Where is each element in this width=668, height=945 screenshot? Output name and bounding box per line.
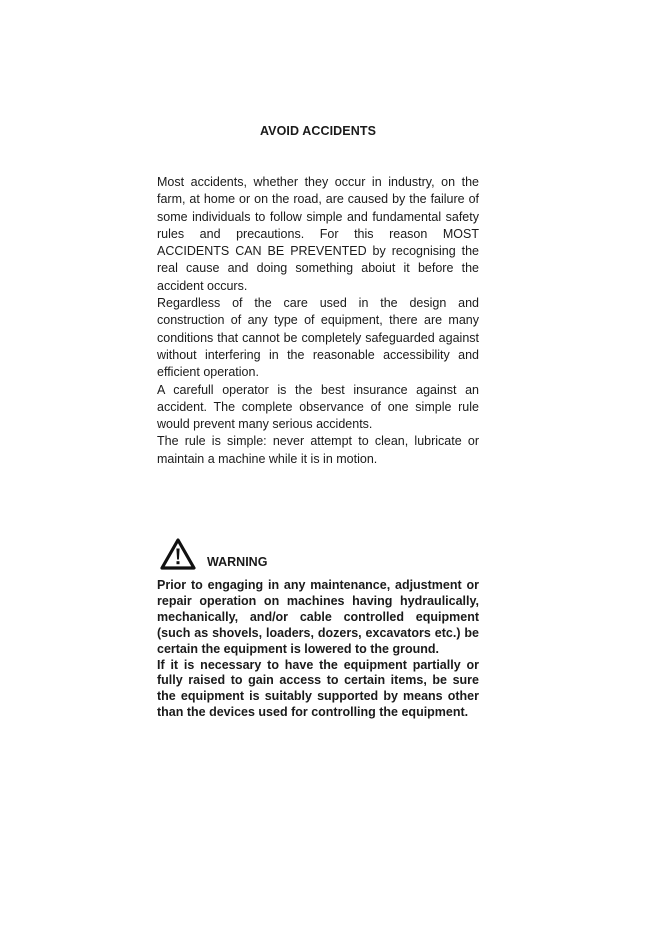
- paragraph: A carefull operator is the best insurance against an accident. The complete observance of one simple rule would prevent many serious accidents.: [157, 382, 479, 432]
- warning-paragraph: If it is necessary to have the equipment partially or fully raised to gain access to certain items, be sure the equipment is suitably supported by means other than the devices used for controlling the equipment.: [157, 657, 479, 720]
- paragraph: Regardless of the care used in the design and construction of any type of equipment, there are many conditions that cannot be completely safeguarded against without interfering in the reasonable accessibility and efficient operation.: [157, 296, 479, 380]
- page-title: AVOID ACCIDENTS: [259, 124, 377, 138]
- paragraph: Most accidents, whether they occur in industry, on the farm, at home or on the road, are caused by the failure of some individuals to follow simple and fundamental safety rules and precautions. For this reason MOST ACCIDENTS CAN BE PREVENTED by recognising the real cause and doing something aboiut it before the accident occurs.: [157, 175, 479, 293]
- warning-triangle-icon: [160, 538, 196, 570]
- safety-text-block: [157, 174, 479, 468]
- warning-label: WARNING: [207, 555, 268, 569]
- warning-paragraph: Prior to engaging in any maintenance, adjustment or repair operation on machines having hydraulically, mechanically, and/or cable controlled equipment (such as shovels, loaders, dozers, excavators etc.) be certain the equipment is lowered to the ground.: [157, 578, 479, 656]
- warning-text-block: [157, 578, 479, 721]
- paragraph: The rule is simple: never attempt to clean, lubricate or maintain a machine while it is in motion.: [157, 434, 479, 466]
- warning-heading: [160, 536, 267, 570]
